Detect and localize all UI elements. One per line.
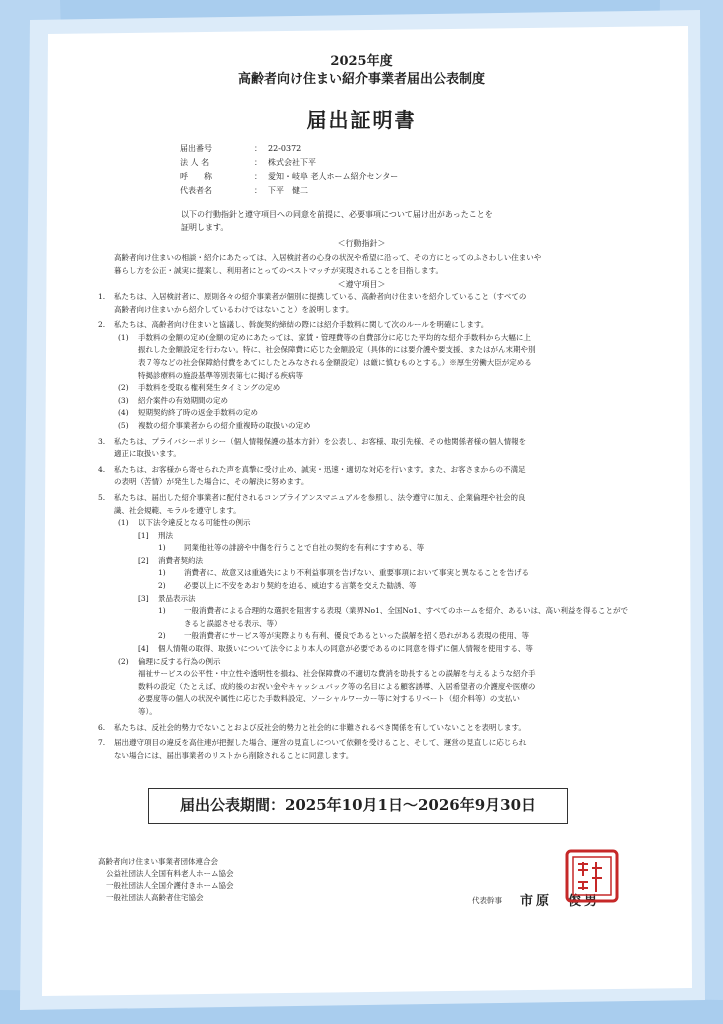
ethics-line: 福祉サービスの公平性・中立性や透明性を損ね、社会保障費の不適切な費消を助長するとの誤解を与えるような紹介手 bbox=[138, 669, 536, 679]
ethics-line: 必要度等の個人の状況や属性に応じた手数料設定、ソーシャルワーカー等に対するリベート（紹介料等）の支払い bbox=[138, 694, 520, 704]
info-value: 株式会社下平 bbox=[268, 158, 316, 167]
compliance-item bbox=[98, 291, 634, 316]
sub-number: (2) bbox=[118, 383, 129, 393]
item-number: 5. bbox=[98, 492, 106, 502]
sub-number: (1) bbox=[118, 518, 129, 528]
item-line: の表明（苦情）が発生した場合に、その解決に努めます。 bbox=[114, 477, 309, 487]
law-number: [4] bbox=[138, 644, 149, 654]
intro-line: 以下の行動指針と遵守項目への同意を前提に、必要事項について届け出があったことを bbox=[181, 210, 493, 219]
law-example bbox=[158, 605, 634, 630]
law-name: 景品表示法 bbox=[158, 593, 196, 603]
compliance-items bbox=[98, 291, 634, 765]
policy-line: 暮らし方を公正・誠実に提案し、利用者にとってのベストマッチが実現されることを目指します。 bbox=[114, 266, 443, 275]
sub-item bbox=[118, 420, 634, 433]
law-example bbox=[158, 630, 634, 643]
sub-number: (4) bbox=[118, 408, 129, 418]
info-colon: ： bbox=[254, 172, 262, 181]
association-member: 一般社団法人全国介護付きホーム協会 bbox=[106, 881, 234, 890]
association-name: 高齢者向け住まい事業者団体連合会 bbox=[98, 857, 218, 866]
signatory-title: 代表幹事 bbox=[472, 896, 502, 905]
association-member: 公益社団法人全国有料老人ホーム協会 bbox=[106, 869, 234, 878]
info-label: 法 人 名 bbox=[180, 158, 210, 167]
example-number: 1) bbox=[158, 606, 166, 616]
law-number: [2] bbox=[138, 555, 149, 565]
item-line: 私たちは、入居検討者に、原則各々の紹介事業者が個別に提携している、高齢者向け住まいを紹介していること（すべての bbox=[114, 292, 527, 301]
law-example bbox=[158, 542, 634, 555]
law-name: 個人情報の取得、取扱いについて法令により本人の同意が必要であるのに同意を得ずに個人情報を使用する、等 bbox=[158, 644, 533, 654]
item-number: 2. bbox=[98, 320, 106, 330]
signatory-name: 市原 俊男 bbox=[520, 894, 601, 909]
compliance-item bbox=[98, 722, 634, 735]
compliance-item bbox=[98, 464, 634, 489]
item-number: 7. bbox=[98, 738, 106, 748]
item-line: ない場合には、届出事業者のリストから削除されることに同意します。 bbox=[114, 750, 354, 760]
ethics-line: 等）。 bbox=[138, 707, 157, 716]
item-line: 高齢者向け住まいから紹介しているわけではないこと）を説明します。 bbox=[114, 304, 354, 314]
item-line: 私たちは、高齢者向け住まいと協議し、斡旋契約締結の際には紹介手数料に関して次のルールを明確にします。 bbox=[114, 320, 489, 330]
info-row-registration-number bbox=[180, 142, 398, 156]
sub-item bbox=[118, 656, 634, 669]
sub-line: 短期契約終了時の返金手数料の定め bbox=[138, 408, 258, 418]
law-number: [1] bbox=[138, 530, 149, 540]
sub-line: 以下法令違反となる可能性の例示 bbox=[138, 518, 251, 528]
info-row-corporation-name bbox=[180, 156, 398, 170]
sub-line: 表７等などの社会保障給付費をあてにしたとみなされる金額設定）は厳に慎むものとする。）※厚生労働大臣が定める bbox=[138, 357, 532, 367]
compliance-heading: ＜遵守項目＞ bbox=[337, 280, 386, 289]
info-colon: ： bbox=[254, 144, 262, 153]
sub-line: 紹介案件の有効期間の定め bbox=[138, 395, 228, 405]
item-line: 私たちは、プライバシーポリシー（個人情報保護の基本方針）を公表し、お客様、取引先様、その他関係者様の個人情報を bbox=[114, 436, 527, 446]
example-number: 2) bbox=[158, 581, 166, 591]
sub-line: 振れした金額設定を行わない。特に、社会保障費に応じた金額設定（具体的には要介護や要支援、またはがん末期や別 bbox=[138, 345, 536, 355]
policy-line: 高齢者向け住まいの相談・紹介にあたっては、入居検討者の心身の状況や希望に沿って、その方にとってのふさわしい住まいや bbox=[114, 253, 542, 262]
compliance-item bbox=[98, 319, 634, 432]
header-program-name: 高齢者向け住まい紹介事業者届出公表制度 bbox=[237, 72, 485, 87]
ethics-line: 数料の設定（たとえば、成約後のお祝い金やキャッシュバック等の名目による顧客誘導、入居希望者の介護度や医療の bbox=[138, 681, 536, 691]
sub-line: 倫理に反する行為の例示 bbox=[138, 656, 221, 666]
sub-number: (1) bbox=[118, 332, 129, 342]
info-colon: ： bbox=[254, 158, 262, 167]
sub-line: 特掲診療料の施設基準等別表第七に掲げる疾病等 bbox=[138, 370, 303, 380]
sub-item bbox=[118, 395, 634, 408]
item-number: 3. bbox=[98, 436, 106, 446]
law-item bbox=[138, 530, 634, 543]
association-member: 一般社団法人高齢者住宅協会 bbox=[106, 893, 204, 902]
sub-number: (5) bbox=[118, 420, 129, 430]
example-text: 同業他社等の誹謗や中傷を行うことで自社の契約を有利にすすめる、等 bbox=[184, 543, 425, 553]
example-text: 一般消費者による合理的な選択を阻害する表現（業界No1、全国No1、すべてのホームを紹介、あるいは、高い利益を得ることができると誤認させる表示、等） bbox=[184, 606, 629, 628]
info-row-representative bbox=[180, 184, 398, 198]
info-value: 愛知・岐阜 老人ホーム紹介センター bbox=[268, 172, 399, 181]
sub-number: (3) bbox=[118, 395, 129, 405]
law-example bbox=[158, 567, 634, 580]
sub-line: 複数の紹介事業者からの紹介重複時の取扱いの定め bbox=[138, 420, 311, 430]
sub-item bbox=[118, 332, 634, 382]
law-number: [3] bbox=[138, 593, 149, 603]
info-row-trade-name bbox=[180, 170, 398, 184]
publication-period: 届出公表期間：2025年10月1日～2026年9月30日 bbox=[148, 788, 568, 824]
item-number: 6. bbox=[98, 722, 106, 732]
certification-intro bbox=[181, 208, 541, 234]
sub-line: 手数料を受取る権利発生タイミングの定め bbox=[138, 383, 281, 393]
law-example bbox=[158, 580, 634, 593]
example-text: 一般消費者にサービス等が実際よりも有利、優良であるといった誤解を招く恐れがある表現の使用、等 bbox=[184, 631, 529, 641]
info-label: 呼 称 bbox=[180, 172, 212, 181]
info-label: 届出番号 bbox=[180, 144, 212, 153]
law-name: 刑法 bbox=[158, 530, 173, 540]
item-line: 識、社会規範、モラルを遵守します。 bbox=[114, 505, 241, 515]
item-line: 私たちは、届出した紹介事業者に配付されるコンプライアンスマニュアルを参照し、法令遵守に加え、企業倫理や社会的良 bbox=[114, 492, 526, 502]
info-label: 代表者名 bbox=[180, 186, 212, 195]
example-text: 消費者に、故意又は重過失により不利益事項を告げない、重要事項において事実と異なることを告げる bbox=[184, 568, 529, 578]
example-number: 2) bbox=[158, 631, 166, 641]
info-value: 下平 健二 bbox=[268, 186, 308, 195]
item-line: 私たちは、反社会的勢力でないことおよび反社会的勢力と社会的に非難されるべき関係を有していないことを表明します。 bbox=[114, 722, 526, 732]
example-text: 必要以上に不安をあおり契約を迫る、威迫する言葉を交えた勧誘、等 bbox=[184, 581, 417, 591]
sub-number: (2) bbox=[118, 656, 129, 666]
sub-item bbox=[118, 407, 634, 420]
red-seal-stamp-icon bbox=[564, 848, 620, 904]
law-item bbox=[138, 643, 634, 656]
item-line: 適正に取扱います。 bbox=[114, 449, 181, 459]
compliance-item bbox=[98, 436, 634, 461]
item-line: 届出遵守項目の違反を高住連が把握した場合、運営の見直しについて依頼を受けること、そして、運営の見直しに応じられ bbox=[114, 738, 527, 748]
example-number: 1) bbox=[158, 568, 166, 578]
item-line: 私たちは、お客様から寄せられた声を真摯に受け止め、誠実・迅速・適切な対応を行います。また、お客さまからの不満足 bbox=[114, 464, 526, 474]
compliance-item bbox=[98, 492, 634, 719]
example-number: 1) bbox=[158, 543, 166, 553]
law-name: 消費者契約法 bbox=[158, 555, 203, 565]
document-title: 届出証明書 bbox=[306, 108, 417, 132]
registrant-info bbox=[180, 142, 398, 198]
policy-text bbox=[114, 251, 624, 277]
header-year: 2025年度 bbox=[330, 54, 393, 69]
association-block bbox=[98, 856, 234, 904]
sub-item bbox=[118, 382, 634, 395]
intro-line: 証明します。 bbox=[181, 223, 229, 232]
law-item bbox=[138, 593, 634, 606]
law-item bbox=[138, 555, 634, 568]
item-number: 4. bbox=[98, 464, 106, 474]
item-number: 1. bbox=[98, 292, 106, 301]
sub-line: 手数料の金額の定め(金額の定めにあたっては、家賃・管理費等の自費部分に応じた平均的な紹介手数料から大幅に上 bbox=[138, 332, 531, 342]
policy-heading: ＜行動指針＞ bbox=[337, 239, 386, 248]
info-value: 22-0372 bbox=[268, 144, 302, 153]
sub-item bbox=[118, 517, 634, 530]
compliance-item bbox=[98, 737, 634, 762]
info-colon: ： bbox=[254, 186, 262, 195]
